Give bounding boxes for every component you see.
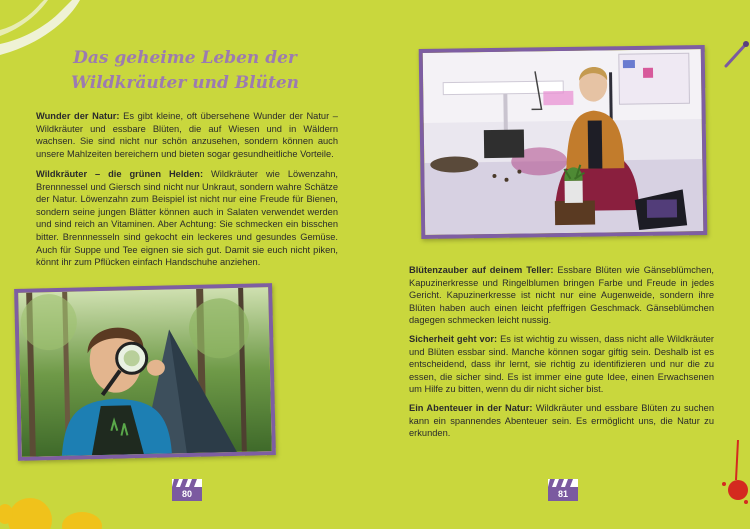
- photo-boy-magnifier: [14, 283, 276, 461]
- paragraph-heading: Sicherheit geht vor:: [409, 334, 498, 344]
- title-line-2: Wildkräuter und Blüten: [71, 73, 299, 93]
- paragraph-heading: Wunder der Natur:: [36, 111, 120, 121]
- clapperboard-icon: [548, 478, 578, 487]
- paragraph-wunder-der-natur: [36, 110, 338, 160]
- page-number-left: [172, 478, 202, 503]
- page-number-text: 81: [548, 487, 578, 501]
- paragraph-wildkraeuter: [36, 168, 338, 269]
- paragraph-body: Es gibt kleine, oft übersehene Wunder der Natur – Wildkräuter und essbare Blüten, die auf Wiesen und in Wäldern wachsen. Sie sind nicht nur schön anzusehen, sondern können auch unsere Mahlzeiten bereichern und bieten sogar gesundheitliche Vorteile.: [36, 111, 338, 159]
- paragraph-sicherheit: [409, 333, 714, 396]
- yellow-splash: [0, 480, 120, 529]
- paragraph-heading: Blütenzauber auf deinem Teller:: [409, 265, 554, 275]
- page-number-text: 80: [172, 487, 202, 501]
- paragraph-body: Essbare Blüten wie Gänseblümchen, Kapuzinerkresse und Ringelblumen bringen Farbe und Freude in jedes Gericht. Kapuzinerkresse ist nicht nur eine Augenweide, sondern ihre Blüten haben auch einen leicht pfeffrigen Geschmack. Gänseblümchen dagegen schmecken leicht nussig.: [409, 265, 714, 326]
- paragraph-body: Wildkräuter wie Löwenzahn, Brennnessel und Giersch sind nicht nur Unkraut, sondern wahre Schätze der Natur. Löwenzahn zum Beispiel ist nicht nur eine Freude für Bienen, sondern seine jungen Blätter können auch in Salaten verwendet werden und sind reich an Vitaminen. Aber Achtung: Sie schmecken ein bisschen bitter. Brennnesseln sind gekocht ein leckeres und gesundes Gemüse. Auch für Suppe und Tee eignen sie sich gut. Damit sie euch nicht piken, könnt ihr zum Pflücken einfach Handschuhe anziehen.: [36, 169, 338, 268]
- paragraph-abenteuer: [409, 402, 714, 440]
- purple-brush-mark: [722, 38, 750, 70]
- red-paint-splash: [712, 440, 750, 510]
- paragraph-body: Wildkräuter und essbare Blüten zu suchen kann ein spannendes Abenteuer sein. Es ermöglicht uns, die Natur zu erkunden.: [409, 403, 714, 439]
- paragraph-heading: Ein Abenteuer in der Natur:: [409, 403, 533, 413]
- paragraph-bluetenzauber: [409, 264, 714, 327]
- clapperboard-icon: [172, 478, 202, 487]
- page-number-right: [548, 478, 578, 503]
- paragraph-body: Es ist wichtig zu wissen, dass nicht alle Wildkräuter und Blüten essbar sind. Manche können sogar giftig sein. Deshalb ist es entscheidend, dass ihr lernt, sie richtig zu identifizieren und nur die zu essen, die sicher sind. Es ist immer eine gute Idee, einen Erwachsenen um Hilfe zu bitten, wenn du dir nicht sicher bist.: [409, 334, 714, 395]
- page-title: [60, 46, 310, 96]
- photo-person-with-plant: [419, 45, 708, 239]
- title-line-1: Das geheime Leben der: [73, 48, 297, 68]
- paragraph-heading: Wildkräuter – die grünen Helden:: [36, 169, 204, 179]
